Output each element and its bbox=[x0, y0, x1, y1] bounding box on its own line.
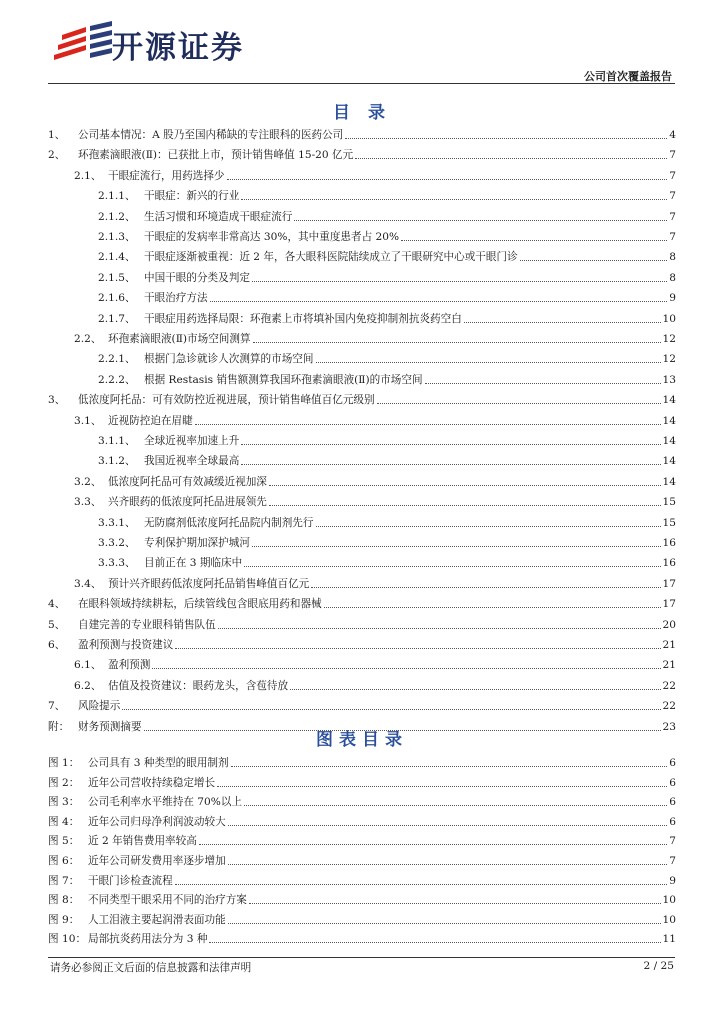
toc-entry-page: 12 bbox=[662, 333, 676, 345]
figure-entry-label: 近 2 年销售费用率较高 bbox=[88, 835, 197, 848]
toc-entry-label: 我国近视率全球最高 bbox=[144, 455, 240, 468]
toc-entry-label: 环孢素滴眼液(Ⅱ)市场空间测算 bbox=[108, 333, 251, 345]
toc-entry-label: 目前正在 3 期临床中 bbox=[144, 557, 243, 570]
toc-entry[interactable] bbox=[48, 514, 676, 530]
toc-entry[interactable] bbox=[48, 575, 676, 591]
figure-entry-label: 公司毛利率水平维持在 70%以上 bbox=[88, 796, 243, 809]
toc-entry-label: 全球近视率加速上升 bbox=[144, 435, 240, 447]
toc-entry-number: 2.1.2、 bbox=[98, 210, 136, 223]
toc-entry-number: 3.1.1、 bbox=[98, 435, 136, 447]
toc-leader-dots bbox=[175, 648, 660, 649]
figure-entry-number: 图 7： bbox=[48, 874, 80, 887]
header-divider bbox=[48, 83, 675, 84]
figure-entry-page: 7 bbox=[669, 855, 676, 867]
toc-leader-dots bbox=[324, 607, 661, 608]
toc-leader-dots bbox=[520, 260, 668, 261]
figure-entry-number: 图 3： bbox=[48, 796, 80, 809]
figure-list-title: 图表目录 bbox=[316, 730, 408, 750]
toc-entry-page: 7 bbox=[669, 169, 676, 182]
toc-entry-number: 3.2、 bbox=[74, 475, 102, 488]
toc-entry-number: 7、 bbox=[48, 700, 66, 713]
figure-entry[interactable] bbox=[48, 872, 676, 888]
figure-entry-page: 10 bbox=[662, 894, 676, 907]
toc-entry-page: 15 bbox=[662, 496, 676, 509]
toc-entry[interactable] bbox=[48, 371, 676, 387]
figure-entry-page: 11 bbox=[662, 933, 676, 946]
figure-entry[interactable] bbox=[48, 793, 676, 809]
figure-entry-number: 图 1： bbox=[48, 757, 80, 769]
toc-entry-number: 2、 bbox=[48, 149, 66, 162]
toc-entry-number: 4、 bbox=[48, 598, 66, 611]
figure-leader-dots bbox=[217, 786, 667, 787]
toc-entry-label: 公司基本情况：A 股乃至国内稀缺的专注眼科的医药公司 bbox=[78, 129, 344, 141]
toc-entry-page: 8 bbox=[669, 251, 676, 264]
toc-entry-number: 3.3.1、 bbox=[98, 516, 136, 529]
toc-entry[interactable] bbox=[48, 595, 676, 611]
toc-leader-dots bbox=[355, 158, 667, 159]
toc-leader-dots bbox=[252, 281, 667, 282]
figure-leader-dots bbox=[244, 805, 667, 806]
figure-entry[interactable] bbox=[48, 813, 676, 829]
toc-entry-number: 2.1.7、 bbox=[98, 312, 136, 325]
toc-entry-page: 22 bbox=[662, 700, 676, 713]
toc-entry-page: 14 bbox=[662, 435, 676, 447]
toc-entry-page: 9 bbox=[669, 292, 676, 305]
toc-leader-dots bbox=[210, 301, 668, 302]
toc-entry-number: 5、 bbox=[48, 618, 66, 631]
figure-entry-label: 公司具有 3 种类型的眼用制剂 bbox=[88, 757, 229, 769]
toc-leader-dots bbox=[290, 689, 660, 690]
toc-entry-label: 估值及投资建议：眼药龙头，含苞待放 bbox=[108, 679, 289, 692]
toc-title: 目 录 bbox=[333, 103, 391, 123]
toc-entry-label: 低浓度阿托品可有效减缓近视加深 bbox=[108, 475, 267, 488]
toc-entry[interactable] bbox=[48, 534, 676, 550]
toc-entry-number: 3.3.2、 bbox=[98, 537, 136, 549]
toc-entry-page: 7 bbox=[669, 231, 676, 243]
toc-entry-page: 7 bbox=[669, 149, 676, 162]
toc-entry[interactable] bbox=[48, 493, 676, 509]
toc-leader-dots bbox=[425, 383, 661, 384]
toc-entry-number: 1、 bbox=[48, 129, 66, 141]
toc-entry-label: 干眼症：新兴的行业 bbox=[144, 190, 240, 203]
toc-entry-label: 盈利预测 bbox=[108, 659, 151, 672]
figure-entry-label: 近年公司营收持续稳定增长 bbox=[88, 776, 216, 789]
toc-entry[interactable] bbox=[48, 432, 676, 448]
toc-entry[interactable] bbox=[48, 350, 676, 366]
figure-leader-dots bbox=[209, 942, 660, 943]
figure-entry[interactable] bbox=[48, 911, 676, 927]
figure-entry-label: 不同类型干眼采用不同的治疗方案 bbox=[88, 894, 247, 907]
toc-entry[interactable] bbox=[48, 656, 676, 672]
toc-entry[interactable] bbox=[48, 146, 676, 162]
toc-leader-dots bbox=[218, 628, 661, 629]
toc-entry-number: 3.4、 bbox=[74, 577, 102, 590]
toc-entry-label: 低浓度阿托品：可有效防控近视进展，预计销售峰值百亿元级别 bbox=[78, 394, 375, 407]
toc-entry[interactable] bbox=[48, 208, 676, 224]
toc-leader-dots bbox=[401, 240, 667, 241]
toc-entry[interactable] bbox=[48, 330, 676, 346]
toc-entry[interactable] bbox=[48, 473, 676, 489]
toc-entry-label: 干眼症逐渐被重视：近 2 年，各大眼科医院陆续成立了干眼研究中心或干眼门诊 bbox=[144, 251, 518, 264]
toc-entry-number: 3.3.3、 bbox=[98, 557, 136, 570]
toc-entry-label: 财务预测摘要 bbox=[78, 720, 142, 733]
toc-entry-label: 在眼科领域持续耕耘，后续管线包含眼底用药和器械 bbox=[78, 598, 322, 611]
toc-entry-label: 近视防控迫在眉睫 bbox=[108, 414, 193, 427]
toc-entry[interactable] bbox=[48, 167, 676, 183]
report-type-label: 公司首次覆盖报告 bbox=[584, 70, 672, 83]
toc-entry[interactable] bbox=[48, 310, 676, 326]
toc-entry-page: 22 bbox=[662, 679, 676, 692]
footer-divider bbox=[48, 957, 675, 958]
toc-entry-number: 2.2.2、 bbox=[98, 373, 136, 386]
toc-entry[interactable] bbox=[48, 391, 676, 407]
toc-leader-dots bbox=[122, 709, 660, 710]
toc-entry-label: 根据门急诊就诊人次测算的市场空间 bbox=[144, 353, 314, 366]
figure-leader-dots bbox=[249, 903, 661, 904]
toc-leader-dots bbox=[316, 362, 661, 363]
toc-entry-number: 6.2、 bbox=[74, 679, 102, 692]
toc-entry-page: 10 bbox=[662, 312, 676, 325]
toc-leader-dots bbox=[345, 138, 667, 139]
toc-leader-dots bbox=[241, 444, 660, 445]
toc-entry-number: 6、 bbox=[48, 639, 66, 651]
toc-entry[interactable] bbox=[48, 412, 676, 428]
toc-entry-label: 根据 Restasis 销售额测算我国环孢素滴眼液(Ⅱ)的市场空间 bbox=[144, 373, 423, 386]
figure-entry-page: 6 bbox=[669, 757, 676, 769]
toc-entry-label: 预计兴齐眼药低浓度阿托品销售峰值百亿元 bbox=[108, 577, 310, 590]
toc-entry[interactable] bbox=[48, 126, 676, 142]
toc-entry-page: 17 bbox=[662, 577, 676, 590]
toc-leader-dots bbox=[227, 179, 668, 180]
toc-entry[interactable] bbox=[48, 636, 676, 652]
toc-entry-label: 干眼症用药选择局限：环孢素上市将填补国内免疫抑制剂抗炎药空白 bbox=[144, 312, 462, 325]
toc-leader-dots bbox=[241, 199, 667, 200]
toc-entry-page: 4 bbox=[669, 129, 676, 141]
figure-entry-page: 9 bbox=[669, 874, 676, 887]
figure-leader-dots bbox=[228, 825, 668, 826]
toc-leader-dots bbox=[152, 668, 660, 669]
toc-entry-page: 15 bbox=[662, 516, 676, 529]
toc-entry-number: 3.1.2、 bbox=[98, 455, 136, 468]
toc-leader-dots bbox=[294, 220, 667, 221]
figure-entry-label: 近年公司归母净利润波动较大 bbox=[88, 815, 226, 828]
toc-entry-label: 干眼症的发病率非常高达 30%，其中重度患者占 20% bbox=[144, 231, 400, 243]
figure-entry-label: 干眼门诊检查流程 bbox=[88, 874, 173, 887]
toc-entry-number: 2.1.3、 bbox=[98, 231, 136, 243]
toc-entry[interactable] bbox=[48, 289, 676, 305]
toc-entry-label: 中国干眼的分类及判定 bbox=[144, 271, 250, 284]
figure-leader-dots bbox=[199, 844, 667, 845]
toc-entry[interactable] bbox=[48, 248, 676, 264]
toc-entry-number: 2.1.6、 bbox=[98, 292, 136, 305]
footer-disclaimer: 请务必参阅正文后面的信息披露和法律声明 bbox=[50, 962, 252, 974]
figure-entry-page: 6 bbox=[669, 796, 676, 809]
toc-entry-number: 3.1、 bbox=[74, 414, 102, 427]
figure-entry-number: 图 10： bbox=[48, 933, 87, 946]
toc-leader-dots bbox=[269, 485, 661, 486]
toc-entry-page: 23 bbox=[662, 720, 676, 733]
figure-entry-number: 图 8： bbox=[48, 894, 80, 907]
figure-leader-dots bbox=[175, 884, 668, 885]
toc-leader-dots bbox=[269, 505, 661, 506]
toc-entry-label: 兴齐眼药的低浓度阿托品进展领先 bbox=[108, 496, 267, 509]
toc-entry-page: 13 bbox=[662, 373, 676, 386]
toc-entry-label: 干眼症流行，用药选择少 bbox=[108, 169, 225, 182]
toc-leader-dots bbox=[252, 546, 661, 547]
toc-entry-page: 14 bbox=[662, 475, 676, 488]
toc-entry-page: 12 bbox=[662, 353, 676, 366]
toc-entry-number: 3、 bbox=[48, 394, 66, 407]
toc-entry[interactable] bbox=[48, 452, 676, 468]
toc-entry-number: 2.1、 bbox=[74, 169, 102, 182]
figure-leader-dots bbox=[231, 766, 668, 767]
toc-entry[interactable] bbox=[48, 228, 676, 244]
toc-entry-number: 2.2、 bbox=[74, 333, 102, 345]
toc-leader-dots bbox=[311, 587, 660, 588]
toc-entry-page: 21 bbox=[662, 639, 676, 651]
figure-entry[interactable] bbox=[48, 891, 676, 907]
figure-entry-page: 10 bbox=[662, 913, 676, 926]
figure-entry-label: 局部抗炎药用法分为 3 种 bbox=[88, 933, 208, 946]
toc-entry-number: 6.1、 bbox=[74, 659, 102, 672]
figure-entry[interactable] bbox=[48, 754, 676, 770]
figure-entry-number: 图 2： bbox=[48, 776, 80, 789]
toc-entry-label: 无防腐剂低浓度阿托品院内制剂先行 bbox=[144, 516, 314, 529]
toc-entry-page: 14 bbox=[662, 394, 676, 407]
figure-entry-number: 图 6： bbox=[48, 855, 80, 867]
toc-entry-page: 16 bbox=[662, 537, 676, 549]
toc-entry-page: 17 bbox=[662, 598, 676, 611]
figure-entry[interactable] bbox=[48, 930, 676, 946]
toc-leader-dots bbox=[464, 322, 661, 323]
page-indicator: 2 / 25 bbox=[643, 960, 674, 972]
toc-entry-page: 16 bbox=[662, 557, 676, 570]
figure-entry[interactable] bbox=[48, 852, 676, 868]
toc-entry-number: 2.2.1、 bbox=[98, 353, 136, 366]
toc-leader-dots bbox=[316, 526, 661, 527]
figure-entry[interactable] bbox=[48, 774, 676, 790]
toc-entry-label: 生活习惯和环境造成干眼症流行 bbox=[144, 210, 293, 223]
toc-entry-number: 3.3、 bbox=[74, 496, 102, 509]
toc-entry-label: 环孢素滴眼液(Ⅱ)：已获批上市，预计销售峰值 15-20 亿元 bbox=[78, 149, 354, 162]
toc-entry-page: 20 bbox=[662, 618, 676, 631]
toc-entry-page: 7 bbox=[669, 190, 676, 203]
toc-entry[interactable] bbox=[48, 269, 676, 285]
toc-entry[interactable] bbox=[48, 697, 676, 713]
toc-entry[interactable] bbox=[48, 187, 676, 203]
toc-entry[interactable] bbox=[48, 554, 676, 570]
toc-entry-label: 干眼治疗方法 bbox=[144, 292, 208, 305]
toc-leader-dots bbox=[244, 566, 660, 567]
toc-entry-label: 专利保护期加深护城河 bbox=[144, 537, 250, 549]
toc-leader-dots bbox=[195, 424, 661, 425]
figure-leader-dots bbox=[228, 923, 661, 924]
toc-entry-number: 2.1.5、 bbox=[98, 271, 136, 284]
toc-entry-number: 2.1.1、 bbox=[98, 190, 136, 203]
toc-entry-label: 盈利预测与投资建议 bbox=[78, 639, 174, 651]
figure-entry-page: 7 bbox=[669, 835, 676, 848]
toc-entry-page: 21 bbox=[662, 659, 676, 672]
figure-entry-page: 6 bbox=[669, 815, 676, 828]
figure-entry-page: 6 bbox=[669, 776, 676, 789]
figure-entry-number: 图 9： bbox=[48, 913, 80, 926]
toc-entry-page: 8 bbox=[669, 271, 676, 284]
toc-entry-page: 7 bbox=[669, 210, 676, 223]
figure-entry-number: 图 4： bbox=[48, 815, 80, 828]
toc-entry-label: 自建完善的专业眼科销售队伍 bbox=[78, 618, 216, 631]
toc-leader-dots bbox=[241, 464, 660, 465]
figure-entry-number: 图 5： bbox=[48, 835, 80, 848]
toc-leader-dots bbox=[377, 403, 661, 404]
toc-entry[interactable] bbox=[48, 677, 676, 693]
toc-entry-page: 14 bbox=[662, 414, 676, 427]
figure-entry[interactable] bbox=[48, 832, 676, 848]
figure-leader-dots bbox=[228, 864, 668, 865]
toc-entry[interactable] bbox=[48, 616, 676, 632]
toc-leader-dots bbox=[253, 342, 661, 343]
toc-entry-number: 2.1.4、 bbox=[98, 251, 136, 264]
toc-entry-number: 附： bbox=[48, 720, 70, 733]
toc-entry-page: 14 bbox=[662, 455, 676, 468]
brand-name: 开源证券 bbox=[112, 30, 244, 66]
toc-entry-label: 风险提示 bbox=[78, 700, 121, 713]
figure-entry-label: 人工泪液主要起润滑表面功能 bbox=[88, 913, 226, 926]
figure-entry-label: 近年公司研发费用率逐步增加 bbox=[88, 855, 226, 867]
